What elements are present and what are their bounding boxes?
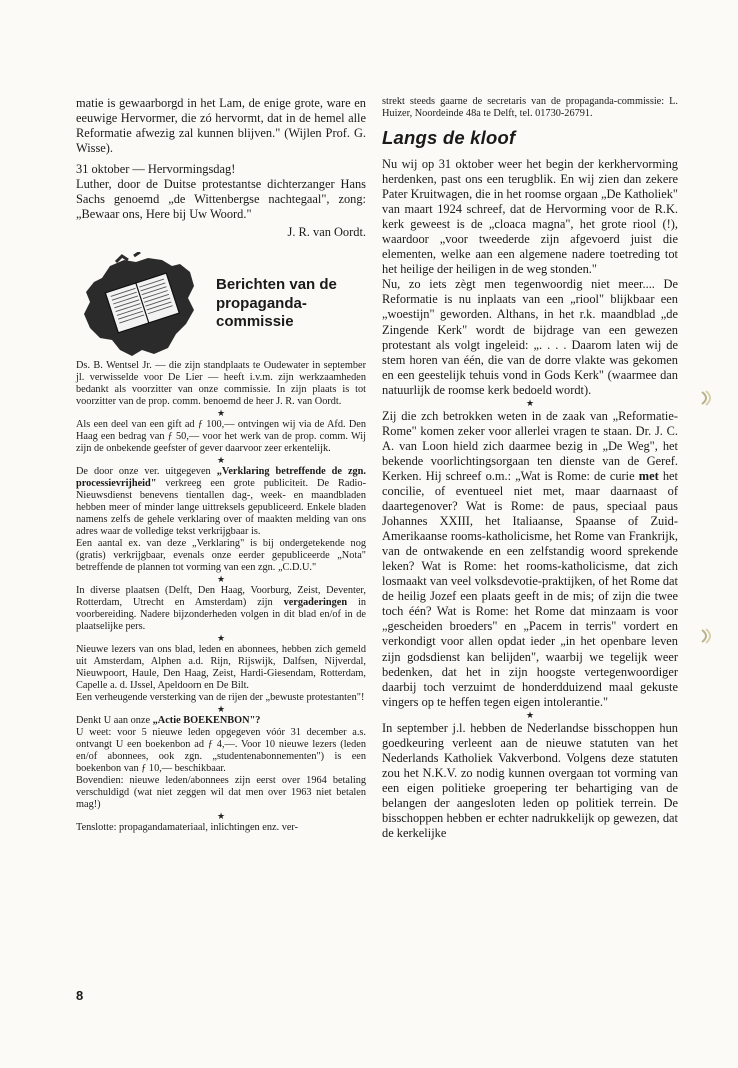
news-item-meetings xyxy=(76,585,366,633)
news-item-reinforcement: Een verheugende versterking van de rijen der „bewuste protestanten"! xyxy=(76,692,365,704)
right-column xyxy=(382,96,678,841)
article-paragraph-1: Nu wij op 31 oktober weer het begin der kerkhervorming herdenken, past ons een terugblik. En wij zien dan zekere Pater Kruitwagen, die in het roomse orgaan „De Katholiek" van maart 1924 schreef, dat de Hervorming voor de R.K. kerk geweest is de „cloaca magna", het grote riool (!), waardoor „voor tweederde zijn afgevoerd juist die elementen, welke aan een algemene nadere toetreding tot het heilige der heiligen in de weg stonden." xyxy=(382,157,678,277)
separator-star: ★ xyxy=(216,408,226,419)
declaration-intro: De door onze ver. uitgegeven xyxy=(76,466,217,478)
news-item-declaration-copies: Een aantal ex. van deze „Verklaring" is bij ondergetekende nog (gratis) verkrijgbaar, evenals onze eerder gepubliceerde „Nota" betreffende de plannen tot vorming van een zgn. „C.D.U." xyxy=(76,538,366,574)
intro-paragraph: matie is gewaarborgd in het Lam, de enige grote, ware en eeuwige Hervormer, die zó hervormt, dat in de hemel alle Reformatie afwezig zal kunnen blijven." (Wijlen Prof. G. Wisse). xyxy=(76,96,366,156)
binding-hole-mark xyxy=(700,388,714,408)
declaration-title: „Verklaring betreffende de zgn. processievrijheid" xyxy=(76,466,366,490)
netherlands-map-illustration xyxy=(76,252,202,360)
left-column xyxy=(76,96,366,834)
separator-star: ★ xyxy=(216,704,226,715)
news-item-chairman: Ds. B. Wentsel Jr. — die zijn standplaats te Oudewater in september jl. verwisselde voor De Lier — heeft i.v.m. zijn werkzaamheden bedankt als voorzitter van onze commissie. In zijn plaats is tot voorzitter van de prop. comm. benoemd de heer J. R. van Oordt. xyxy=(76,360,366,408)
news-item-new-readers: Nieuwe lezers van ons blad, leden en abonnees, hebben zich gemeld uit Amsterdam, Alphen a.d. Rijn, Rijswijk, Dalfsen, Nijverdal, Nieuwpoort, Haule, Den Haag, Zeist, Hardi-Giesendam, Rotterdam, Capelle a. d. IJssel, Apeldoorn en De Bilt. xyxy=(76,644,366,692)
article-paragraph-4: In september j.l. hebben de Nederlandse bisschoppen hun goedkeuring verleent aan de nieuwe statuten van het Nederlands Katholiek Vakverbond. Volgens deze statuten zou het N.K.V. zo nodig kunnen overgaan tot vorming van een eigen politieke groepering ter behartiging van de belangen der aangesloten leden op politiek terrein. De bisschoppen hebben er echter nadrukkelijk op gewezen, dat de kerkelijke xyxy=(382,720,678,841)
bookvoucher-title: „Actie BOEKENBON"? xyxy=(152,715,261,727)
commission-title: Berichten van de propaganda-commissie xyxy=(216,276,337,331)
separator-star: ★ xyxy=(216,574,226,585)
article-paragraph-2: Nu, zo iets zègt men tegenwoordig niet meer.... De Reformatie is nu inplaats van een „riool" blijkbaar een „woestijn" geworden. Althans, in het r.k. maandblad „de Zingende Kerk" wordt de bijdrage van een gewezen protestant als volgt ingeleid: „. . . . Daarom laten wij de stem horen van één, die van de dorre vlakte was gekomen en een geestelijk tehuis vond in Gods Kerk" (waarmee dan natuurlijk de roomse kerk bedoeld wordt). xyxy=(382,277,678,397)
news-item-payment: Bovendien: nieuwe leden/abonnees zijn eerst over 1964 betaling verschuldigd (wat niet zeggen wil dat men over 1963 niet betalen mag!) xyxy=(76,775,366,811)
article-heading: Langs de kloof xyxy=(382,127,516,148)
declaration-body: verkreeg een grote publiciteit. De Radio-Nieuwsdienst benevens tientallen dag-, week- en maandbladen hebben meer of minder lange uittreksels gepubliceerd. Enkele bladen namens zelfs de gehele verklaring over of maakten melding van ons adres waar de volledige tekst verkrijgbaar is. xyxy=(76,478,366,538)
news-item-materials: Tenslotte: propagandamateriaal, inlichtingen enz. ver- xyxy=(76,822,299,834)
binding-hole-mark xyxy=(700,626,714,646)
meetings-keyword: vergaderingen xyxy=(283,597,348,609)
paragraph-3-part-a: Zij die zch betrokken weten in de zaak van „Reformatie-Rome" komen zeker voor allerlei vragen te staan. Dr. J. C. A. van Loon hield zich daarmee bezig in „De Weg", het bekende voorlichtingsorgaan ten dienste van de Geref. Kerken. Hij schreef o.m.: „Wat is Rome: de curie xyxy=(382,408,678,483)
bookvoucher-body: U weet: voor 5 nieuwe leden opgegeven vóór 31 december a.s. ontvangt U een boekenbon ad ƒ 4,—. Voor 10 nieuwe lezers (leden en/of abonnees, ook zgn. „studentenabonnementen") is een boekenbon van ƒ 10,— beschikbaar. xyxy=(76,727,366,775)
separator-star: ★ xyxy=(216,633,226,644)
separator-star: ★ xyxy=(216,455,226,466)
author-signature: J. R. van Oordt. xyxy=(287,225,366,240)
news-item-bookvoucher xyxy=(76,715,366,775)
separator-star: ★ xyxy=(216,811,226,822)
secretary-continuation: strekt steeds gaarne de secretaris van de propaganda-commissie: L. Huizer, Noordeinde 48a te Delft, tel. 01730-26791. xyxy=(382,96,678,119)
separator-star: ★ xyxy=(525,709,535,720)
commission-header xyxy=(76,252,366,360)
date-line: 31 oktober — Hervormingsdag! xyxy=(76,162,236,177)
meetings-body: in voorbereiding. Nadere bijzonderheden volgen in dit blad en/of in de plaatselijke pers. xyxy=(76,597,366,633)
meetings-intro: In diverse plaatsen (Delft, Den Haag, Voorburg, Zeist, Deventer, Rotterdam, Utrecht en Amsterdam) zijn xyxy=(76,585,366,609)
paragraph-3-part-b: het concilie, of eventueel niet met, maar daarnaast of daartegenover? Wat is Rome: de paus, speciaal paus Johannes XXIII, het Italiaanse, Spaanse of Zuid-Amerikaanse rooms-katholicisme, het Rome van Frankrijk, van de ontwakende en een zelfstandig woord sprekende leken? Wat is Rome: het rooms-katholicisme, dat zich losmaakt van veel volksdevotie-praktijken, of het Rome dat de heilig Jozef een plaats geeft in de mis; of zijn die twee toch één? Wat is Rome: het Rome dat minzaam is voor „gescheiden broeders" en „Pacem in terris" vordert en verkondigt voor allen opdat ieder „in het openbare leven zijn godsdienst kan belijden", waarbij we tegelijk weer bedenken, dat het in zijn hoogste vertegenwoordiger daarbij toch verzuimt de honderdduizend maal gekuste vingers op te heffen tegen eigen intolerantie." xyxy=(382,468,678,709)
paragraph-3-emphasis: met xyxy=(638,468,659,483)
luther-paragraph: Luther, door de Duitse protestantse dichterzanger Hans Sachs genoemd „de Wittenbergse nachtegaal", zong: „Bewaar ons, Here bij Uw Woord." xyxy=(76,177,366,222)
bookvoucher-intro: Denkt U aan onze xyxy=(76,715,153,727)
news-item-declaration xyxy=(76,466,366,538)
article-paragraph-3 xyxy=(382,409,678,710)
page-number: 8 xyxy=(76,988,84,1003)
separator-star: ★ xyxy=(525,397,535,408)
news-item-gift: Als een deel van een gift ad ƒ 100,— ontvingen wij via de Afd. Den Haag een bedrag van ƒ 50,— voor het werk van de prop. comm. Wij zijn de onbekende geefster of gever daarvoor zeer erkentelijk. xyxy=(76,419,366,455)
